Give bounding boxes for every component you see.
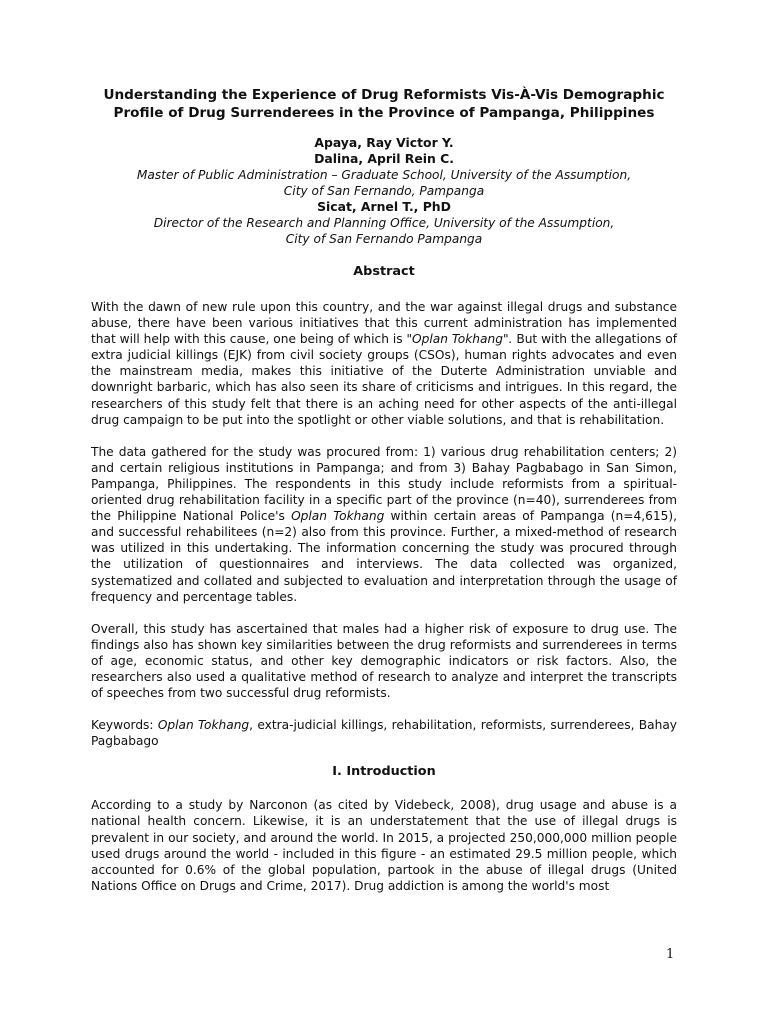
paper-page [91,86,677,894]
abstract-p2-emphasis: Oplan Tokhang [291,509,385,524]
affiliation-2-line-1: Director of the Research and Planning Office, University of the Assumption, [153,216,615,230]
abstract-paragraph-1 [91,299,677,428]
affiliation-1-line-2: City of San Fernando, Pampanga [283,184,485,198]
abstract-paragraph-2 [91,444,677,605]
title-line-1: Understanding the Experience of Drug Reformists Vis-À-Vis Demographic [103,87,665,103]
keywords-emphasis: Oplan Tokhang [157,718,250,733]
abstract-p1-text-b: But with the allegations of extra judicial killings (EJK) from civil society groups (CSOs), human rights advocates and even the mainstream media, makes this initiative of the Duterte Administration unviable and downright barbaric, which has also seen its share of criticisms and intrigues. In this regard, the researchers of this study felt that there is an aching need for other aspects of the anti-illegal drug campaign to be put into the spotlight or other viable solutions, and that is rehabilitation. [91,332,677,427]
author-3: Sicat, Arnel T., PhD [317,199,451,214]
introduction-paragraph-1: According to a study by Narconon (as cited by Videbeck, 2008), drug usage and abuse is a national health concern. Likewise, it is an understatement that the use of illegal drugs is prevalent in our society, and around the world. In 2015, a projected 250,000,000 million people used drugs around the world - included in this figure - an estimated 29.5 million people, which accounted for 0.6% of the global population, partook in the abuse of illegal drugs (United Nations Office on Drugs and Crime, 2017). Drug addiction is among the world's most [91,798,677,893]
author-1: Apaya, Ray Victor Y. [314,135,454,150]
affiliation-1-line-1: Master of Public Administration – Graduate School, University of the Assumption, [136,168,632,182]
author-2: Dalina, April Rein C. [314,151,454,166]
introduction-heading: I. Introduction [332,764,436,780]
paper-title [91,86,677,122]
abstract-p2-text-a: The data gathered for the study was procured from: 1) various drug rehabilitation centers; 2) and certain religious institutions in Pampanga; and from 3) Bahay Pagbabago in San Simon, Pampanga, Philippines. The respondents in this study include reformists from a spiritual-oriented drug rehabilitation facility in a specific part of the province (n=40), surrenderees from the Philippine National Police's [91,444,677,524]
abstract-p1-text-a: With the dawn of new rule upon this country, and the war against illegal drugs and substance abuse, there have been various initiatives that this current administration has implemented that will help with this cause, one being of which is [91,300,677,347]
affiliation-2-line-2: City of San Fernando Pampanga [285,232,483,246]
keywords-label: Keywords: [91,718,158,733]
abstract-p2-text-b: within certain areas of Pampanga (n=4,615), and successful rehabilitees (n=2) also from this province. Further, a mixed-method of research was utilized in this undertaking. The information concerning the study was procured through the utilization of questionnaires and interviews. The data collected was organized, systematized and collated and subjected to evaluation and interpretation through the usage of frequency and percentage tables. [91,509,678,604]
page-number: 1 [666,947,675,962]
abstract-paragraph-3: Overall, this study has ascertained that males had a higher risk of exposure to drug use. The findings also has shown key similarities between the drug reformists and surrenderees in terms of age, economic status, and other key demographic indicators or risk factors. Also, the researchers also used a qualitative method of research to analyze and interpret the transcripts of speeches from two successful drug reformists. [91,621,677,701]
title-line-2: Profile of Drug Surrenderees in the Province of Pampanga, Philippines [113,105,655,121]
abstract-p1-emphasis: "Oplan Tokhang". [406,332,513,347]
keywords-list: , extra-judicial killings, rehabilitation, reformists, surrenderees, Bahay Pagbabago [91,718,678,749]
keywords [91,717,677,749]
abstract-heading: Abstract [353,264,415,279]
